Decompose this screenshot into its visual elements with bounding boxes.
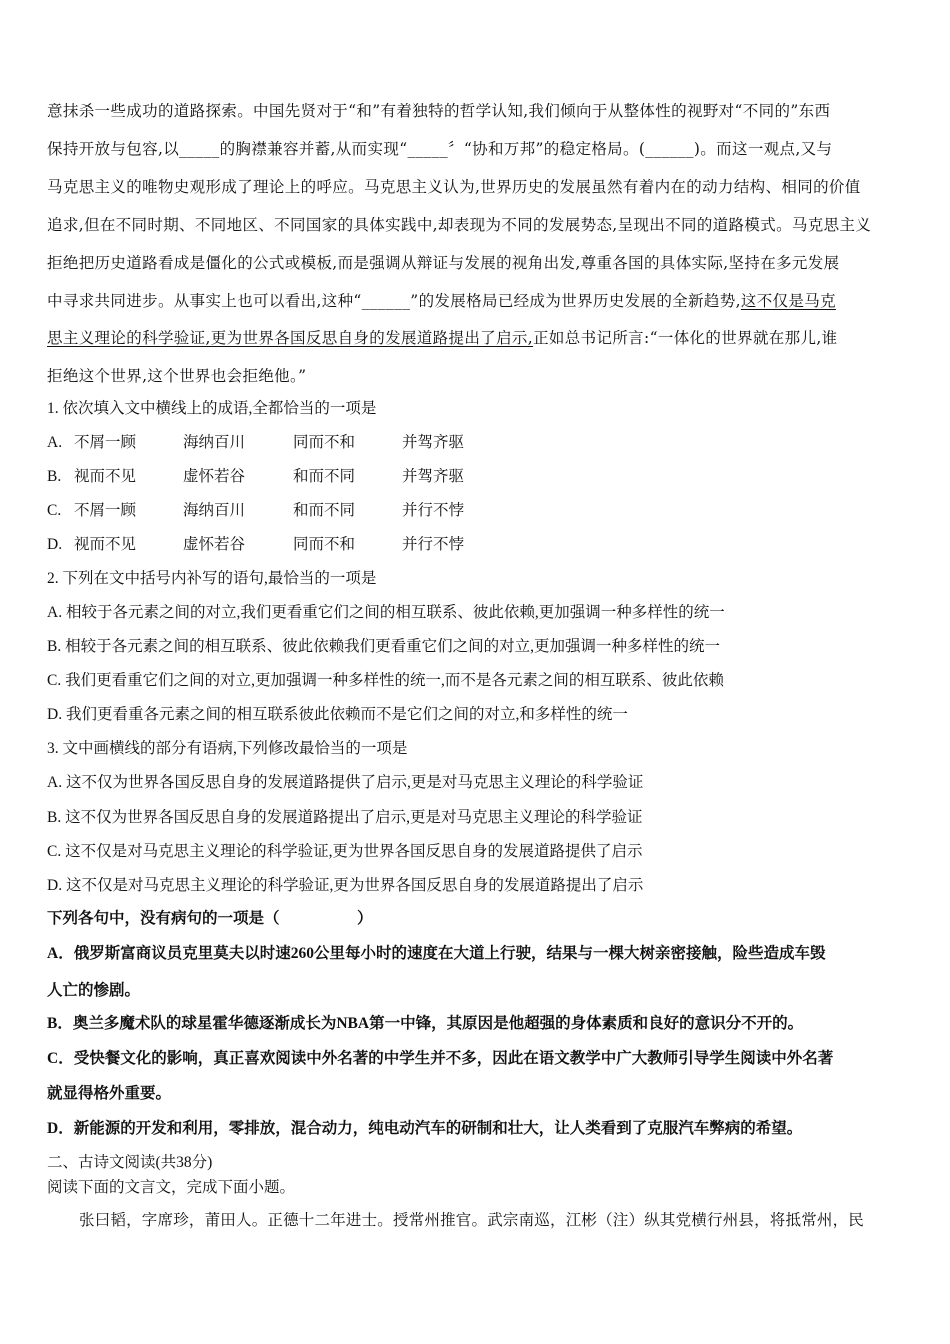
- option-word: 同而不和: [293, 536, 356, 553]
- q2-option-c: C. 我们更看重它们之间的对立,更加强调一种多样性的统一,而不是各元素之间的相互联系、彼此依赖: [47, 672, 724, 689]
- q4-option-a-line-1: A．俄罗斯富商议员克里莫夫以时速260公里每小时的速度在大道上行驶，结果与一棵大树亲密接触，险些造成车毁: [47, 945, 826, 962]
- passage-line-8: 拒绝这个世界,这个世界也会拒绝他。”: [47, 367, 307, 385]
- q1-option-d: [47, 535, 464, 555]
- option-word: 不屑一顾: [74, 434, 137, 451]
- option-label: D.: [47, 536, 63, 553]
- q4-option-a-line-2: 人亡的惨剧。: [47, 982, 141, 999]
- option-label: C.: [47, 502, 62, 519]
- option-word: 并驾齐驱: [402, 468, 465, 485]
- option-label: A.: [47, 434, 63, 451]
- passage-line-6: [47, 291, 836, 311]
- option-word: 海纳百川: [183, 434, 246, 451]
- section-2-instruction: 阅读下面的文言文，完成下面小题。: [47, 1179, 296, 1196]
- q3-option-b: B. 这不仅为世界各国反思自身的发展道路提出了启示,更是对马克思主义理论的科学验证: [47, 809, 643, 826]
- option-word: 和而不同: [293, 468, 356, 485]
- question-2-stem: 2. 下列在文中括号内补写的语句,最恰当的一项是: [47, 570, 377, 587]
- option-word: 并行不悖: [402, 536, 465, 553]
- option-word: 并行不悖: [402, 502, 465, 519]
- option-word: 虚怀若谷: [183, 468, 246, 485]
- q3-option-a: A. 这不仅为世界各国反思自身的发展道路提供了启示,更是对马克思主义理论的科学验证: [47, 774, 644, 791]
- option-word: 同而不和: [293, 434, 356, 451]
- q3-option-c: C. 这不仅是对马克思主义理论的科学验证,更为世界各国反思自身的发展道路提供了启示: [47, 843, 643, 860]
- q4-option-c-line-2: 就显得格外重要。: [47, 1085, 172, 1102]
- passage-line-6-text: 中寻求共同进步。从事实上也可以看出,这种“______”的发展格局已经成为世界历史发展的全新趋势,: [47, 292, 741, 310]
- question-3-stem: 3. 文中画横线的部分有语病,下列修改最恰当的一项是: [47, 740, 408, 757]
- passage-line-2: 保持开放与包容,以_____的胸襟兼容并蓄,从而实现“_____〞“协和万邦”的稳定格局。(______)。而这一观点,又与: [47, 140, 833, 158]
- q4-option-b: B．奥兰多魔术队的球星霍华德逐渐成长为NBA第一中锋，其原因是他超强的身体素质和良好的意识分不开的。: [47, 1015, 804, 1032]
- option-word: 并驾齐驱: [402, 434, 465, 451]
- q1-option-c: [47, 501, 464, 521]
- q4-option-d: D．新能源的开发和利用，零排放，混合动力，纯电动汽车的研制和壮大，让人类看到了克服汽车弊病的希望。: [47, 1120, 803, 1137]
- q1-option-b: [47, 467, 464, 487]
- q2-option-a: A. 相较于各元素之间的对立,我们更看重它们之间的相互联系、彼此依赖,更加强调一种多样性的统一: [47, 604, 725, 621]
- q3-option-d: D. 这不仅是对马克思主义理论的科学验证,更为世界各国反思自身的发展道路提出了启示: [47, 877, 644, 894]
- passage-line-4: 追求,但在不同时期、不同地区、不同国家的具体实践中,却表现为不同的发展势态,呈现出不同的道路模式。马克思主义: [47, 216, 872, 234]
- passage-line-3: 马克思主义的唯物史观形成了理论上的呼应。马克思主义认为,世界历史的发展虽然有着内在的动力结构、相同的价值: [47, 178, 861, 196]
- passage-line-5: 拒绝把历史道路看成是僵化的公式或模板,而是强调从辩证与发展的视角出发,尊重各国的具体实际,坚持在多元发展: [47, 254, 840, 272]
- classical-text-line-1: 张曰韬，字席珍，莆田人。正德十二年进士。授常州推官。武宗南巡，江彬（注）纵其党横行州县，将抵常州，民: [79, 1212, 865, 1229]
- option-word: 视而不见: [74, 536, 137, 553]
- option-word: 视而不见: [74, 468, 137, 485]
- passage-line-7: [47, 328, 838, 348]
- question-4-stem: 下列各句中，没有病句的一项是（ ）: [47, 910, 373, 927]
- option-word: 和而不同: [293, 502, 356, 519]
- option-word: 虚怀若谷: [183, 536, 246, 553]
- passage-line-7-text: 正如总书记所言:“一体化的世界就在那儿,谁: [533, 329, 838, 347]
- underlined-sentence-part-2: 思主义理论的科学验证,更为世界各国反思自身的发展道路提出了启示,: [47, 329, 534, 347]
- option-label: B.: [47, 468, 62, 485]
- q1-option-a: [47, 433, 464, 453]
- question-1-stem: 1. 依次填入文中横线上的成语,全都恰当的一项是: [47, 400, 377, 417]
- q2-option-b: B. 相较于各元素之间的相互联系、彼此依赖我们更看重它们之间的对立,更加强调一种多样性的统一: [47, 638, 720, 655]
- q2-option-d: D. 我们更看重各元素之间的相互联系彼此依赖而不是它们之间的对立,和多样性的统一: [47, 706, 628, 723]
- section-2-title: 二、古诗文阅读(共38分): [47, 1154, 213, 1171]
- q4-option-c-line-1: C．受快餐文化的影响，真正喜欢阅读中外名著的中学生并不多，因此在语文教学中广大教师引导学生阅读中外名著: [47, 1050, 834, 1067]
- option-word: 海纳百川: [183, 502, 246, 519]
- passage-line-1: 意抹杀一些成功的道路探索。中国先贤对于“和”有着独特的哲学认知,我们倾向于从整体性的视野对“不同的”东西: [47, 102, 831, 120]
- option-word: 不屑一顾: [74, 502, 137, 519]
- underlined-sentence-part-1: 这不仅是马克: [740, 292, 836, 310]
